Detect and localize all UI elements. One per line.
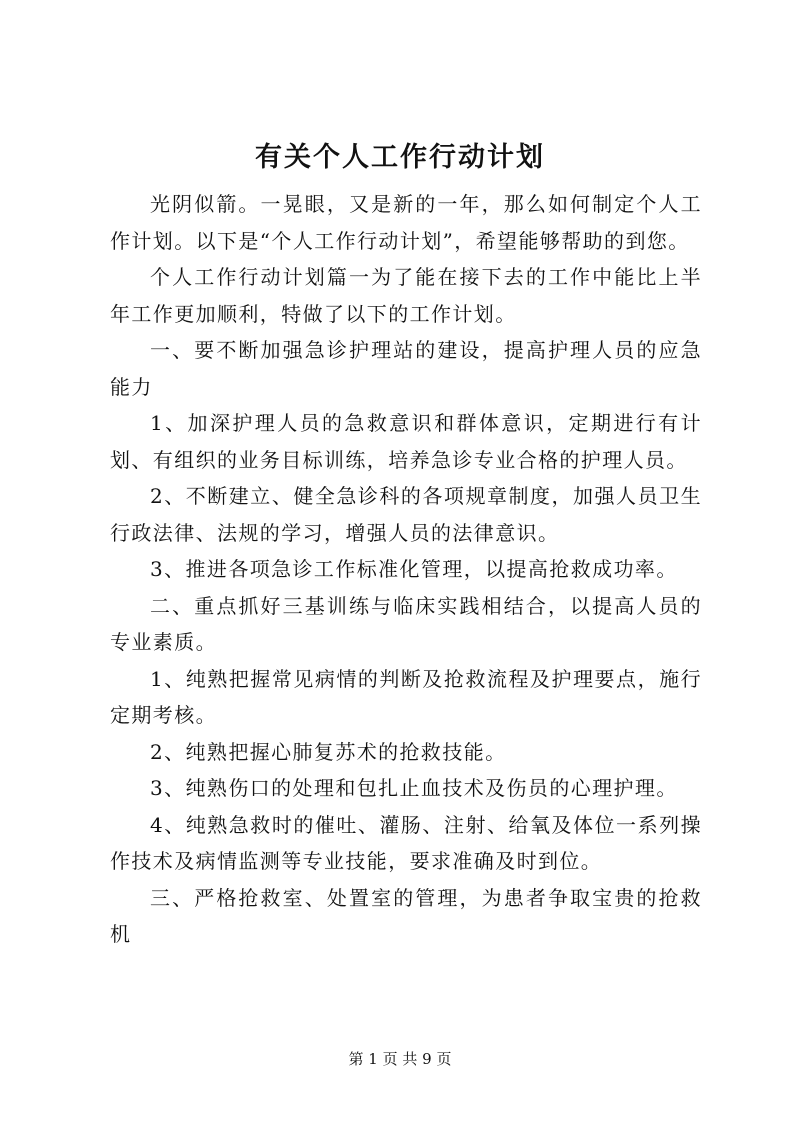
document-body [110, 186, 702, 953]
list-item: 2、纯熟把握心肺复苏术的抢救技能。 [150, 739, 507, 764]
page-footer: 第 1 页 共 9 页 [348, 1050, 452, 1068]
section-heading-1: 一、要不断加强急诊护理站的建设，提高护理人员的应急能力 [110, 338, 702, 399]
list-item: 1、纯熟把握常见病情的判断及抢救流程及护理要点，施行定期考核。 [110, 666, 702, 727]
paragraph-intro: 光阴似箭。一晃眼，又是新的一年，那么如何制定个人工作计划。以下是“个人工作行动计划”，希望能够帮助的到您。 [110, 192, 702, 253]
list-item: 4、纯熟急救时的催吐、灌肠、注射、给氧及体位一系列操作技术及病情监测等专业技能，要求准确及时到位。 [110, 812, 702, 873]
page-title: 有关个人工作行动计划 [255, 142, 545, 173]
section-heading-2: 二、重点抓好三基训练与临床实践相结合，以提高人员的专业素质。 [110, 593, 702, 654]
list-item: 3、推进各项急诊工作标准化管理，以提高抢救成功率。 [150, 557, 678, 581]
section-heading-3: 三、严格抢救室、处置室的管理，为患者争取宝贵的抢救机 [110, 885, 702, 946]
list-item: 2、不断建立、健全急诊科的各项规章制度，加强人员卫生行政法律、法规的学习，增强人员的法律意识。 [110, 484, 702, 545]
list-item: 1、加深护理人员的急救意识和群体意识，定期进行有计划、有组织的业务目标训练，培养急诊专业合格的护理人员。 [110, 411, 702, 472]
list-item: 3、纯熟伤口的处理和包扎止血技术及伤员的心理护理。 [150, 776, 678, 800]
paragraph-plan-intro: 个人工作行动计划篇一为了能在接下去的工作中能比上半年工作更加顺利，特做了以下的工作计划。 [110, 265, 702, 326]
